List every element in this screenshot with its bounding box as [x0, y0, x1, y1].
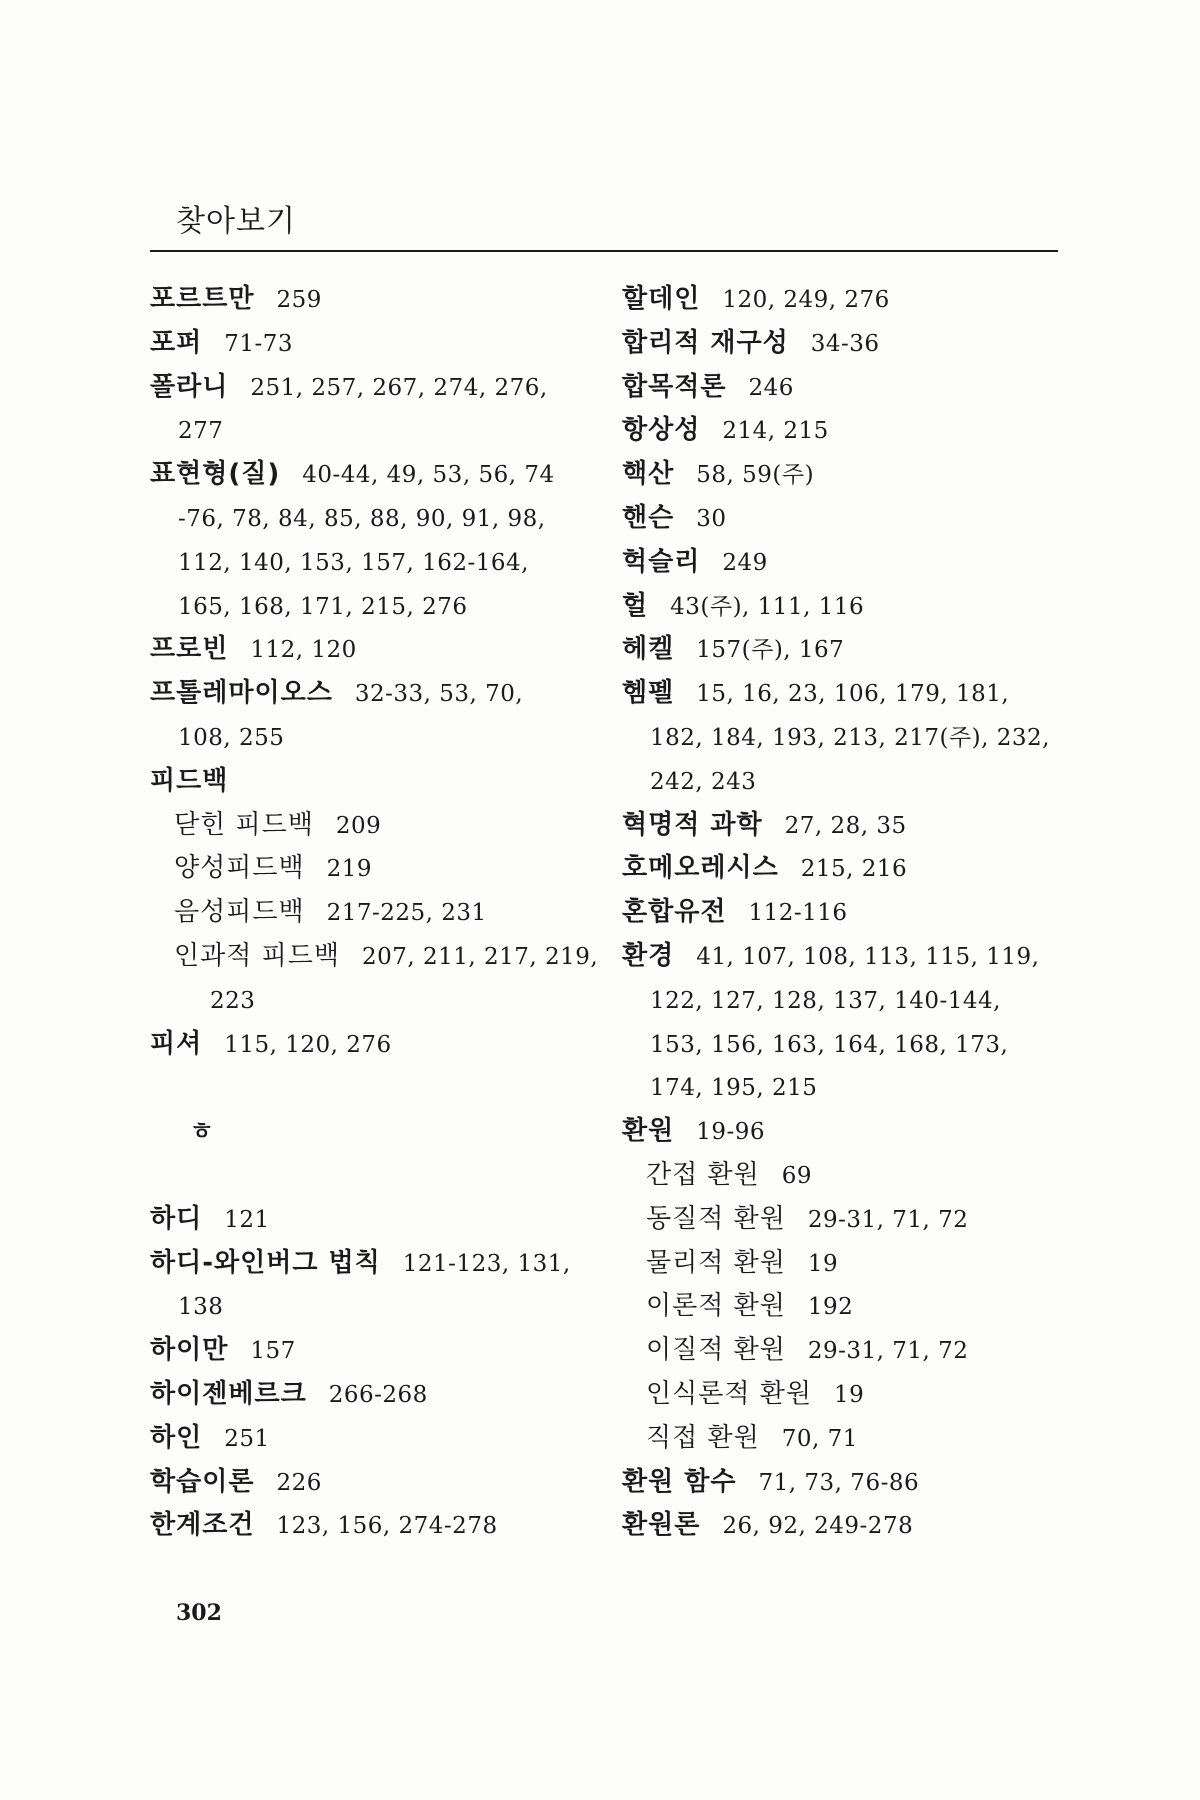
index-term: 환원론: [622, 1510, 701, 1541]
index-entry: [622, 497, 1062, 541]
index-page-refs: 138: [178, 1294, 224, 1321]
index-term: 혁명적 과학: [622, 809, 763, 840]
index-term: 프톨레마이오스: [150, 678, 333, 709]
index-subentry: [622, 1417, 1062, 1461]
index-term: 핸슨: [622, 502, 675, 533]
index-term: 피드백: [150, 765, 229, 796]
index-entry: [622, 1110, 1062, 1154]
index-entry: [150, 1242, 590, 1286]
index-term: 물리적 환원: [646, 1247, 786, 1278]
index-page-refs: 69: [781, 1162, 813, 1189]
index-term: 환원: [622, 1116, 675, 1147]
index-page-refs: 70, 71: [781, 1425, 858, 1452]
index-entry: [622, 585, 1062, 629]
index-entry: [622, 935, 1062, 979]
index-term: 학습이론: [150, 1466, 255, 1497]
index-page-refs: 215, 216: [800, 856, 908, 883]
page-number: 302: [176, 1600, 222, 1626]
index-page-refs: 217-225, 231: [326, 900, 487, 927]
index-page-refs: 192: [807, 1294, 854, 1321]
index-term: 직접 환원: [646, 1422, 760, 1453]
index-term: 한계조건: [150, 1510, 255, 1541]
running-head: 찾아보기: [176, 204, 296, 239]
index-subentry: [622, 1329, 1062, 1373]
index-term: 포르트만: [150, 284, 255, 314]
index-term: 헉슬리: [622, 546, 701, 577]
index-entry: [150, 453, 590, 497]
section-spacer: [150, 1154, 590, 1198]
index-term: 호메오레시스: [622, 853, 779, 884]
index-term: 헤켈: [622, 634, 675, 665]
index-page-refs: 242, 243: [650, 768, 757, 795]
index-continuation-line: [622, 716, 1062, 760]
index-entry: [622, 409, 1062, 453]
index-term: 폴라니: [150, 371, 229, 402]
index-page-refs: 41, 107, 108, 113, 115, 119,: [696, 943, 1040, 970]
index-entry: [622, 891, 1062, 935]
index-page-refs: 112, 140, 153, 157, 162-164,: [178, 549, 529, 576]
index-term: 양성피드백: [174, 853, 305, 884]
index-term: 표현형(질): [150, 459, 281, 490]
section-heading: ㅎ: [190, 1117, 214, 1146]
index-page-refs: 182, 184, 193, 213, 217(주), 232,: [650, 724, 1050, 751]
index-continuation-line: [150, 585, 590, 629]
index-page-refs: 27, 28, 35: [784, 812, 907, 839]
index-term: 인과적 피드백: [174, 940, 340, 971]
index-term: 음성피드백: [174, 897, 305, 928]
index-continuation-line: [150, 541, 590, 585]
index-term: 합리적 재구성: [622, 327, 789, 358]
index-page-refs: 251: [224, 1425, 270, 1452]
index-page-refs: 277: [178, 418, 224, 445]
index-entry: [150, 1329, 590, 1373]
index-subentry: [622, 1285, 1062, 1329]
index-entry: [622, 1504, 1062, 1548]
index-term: 하이젠베르크: [150, 1378, 307, 1409]
index-page-refs: 246: [748, 374, 794, 401]
index-page-refs: 123, 156, 274-278: [276, 1513, 498, 1540]
index-page-refs: 214, 215: [722, 418, 829, 445]
index-page-refs: 223: [210, 987, 256, 1014]
index-page-refs: 209: [335, 812, 382, 839]
index-page-refs: 120, 249, 276: [722, 287, 890, 313]
index-page-refs: 30: [696, 505, 727, 532]
index-page-refs: 174, 195, 215: [650, 1075, 818, 1102]
index-term: 하인: [150, 1422, 203, 1453]
index-entry: [622, 278, 1062, 322]
index-continuation-line: [150, 1285, 590, 1329]
index-page-refs: 157(주), 167: [696, 637, 845, 664]
index-subentry: [150, 847, 590, 891]
index-term: 헐: [622, 590, 649, 621]
index-entry: [150, 1461, 590, 1505]
index-continuation-line: [150, 497, 590, 541]
index-subentry: [150, 891, 590, 935]
index-page-refs: 121: [224, 1206, 270, 1233]
index-entry: [150, 366, 590, 410]
index-entry: [622, 1461, 1062, 1505]
index-subentry: [150, 935, 599, 979]
index-entry: [622, 366, 1062, 410]
index-page-refs: 43(주), 111, 116: [670, 593, 865, 620]
index-term: 합목적론: [622, 371, 727, 402]
index-page-refs: 112, 120: [250, 637, 357, 664]
index-subentry: [622, 1154, 1062, 1198]
index-page-refs: 165, 168, 171, 215, 276: [178, 593, 468, 620]
index-page-refs: 157: [250, 1338, 296, 1365]
index-entry: [150, 1023, 590, 1067]
index-term: 헴펠: [622, 678, 675, 709]
index-subentry: [622, 1198, 1062, 1242]
index-continuation-line: [622, 760, 1062, 804]
index-term: 할데인: [622, 284, 701, 314]
index-page-refs: 32-33, 53, 70,: [354, 681, 524, 708]
right-index-column: [622, 278, 1062, 1548]
index-page-refs: 153, 156, 163, 164, 168, 173,: [650, 1031, 1009, 1058]
index-term: 이질적 환원: [646, 1335, 786, 1366]
index-entry: [150, 1198, 590, 1242]
index-entry: [150, 672, 590, 716]
index-page-refs: 40-44, 49, 53, 56, 74: [302, 462, 555, 489]
index-page-refs: 108, 255: [178, 724, 285, 751]
index-entry: [150, 278, 590, 322]
index-term: 프로빈: [150, 634, 229, 665]
index-continuation-line: [150, 979, 590, 1023]
index-entry: [622, 672, 1062, 716]
index-entry: [622, 804, 1062, 848]
index-continuation-line: [150, 716, 590, 760]
header-rule: [150, 250, 1058, 252]
index-entry: [622, 453, 1062, 497]
index-subentry: [622, 1242, 1062, 1286]
index-term: 포퍼: [150, 327, 203, 358]
index-page-refs: 115, 120, 276: [224, 1031, 392, 1058]
index-term: 닫힌 피드백: [174, 809, 314, 840]
index-term: 인식론적 환원: [646, 1378, 812, 1409]
index-entry: [622, 322, 1062, 366]
index-continuation-line: [622, 979, 1062, 1023]
index-term: 환경: [622, 940, 675, 971]
index-term: 혼합유전: [622, 897, 727, 928]
index-page-refs: 15, 16, 23, 106, 179, 181,: [696, 681, 1010, 708]
index-page-refs: 226: [276, 1469, 322, 1496]
left-index-column: [150, 278, 599, 1548]
index-page-refs: 219: [326, 856, 372, 883]
index-page-refs: 29-31, 71, 72: [807, 1206, 969, 1233]
index-page-refs: 29-31, 71, 72: [807, 1338, 969, 1365]
index-entry: [150, 628, 590, 672]
index-page-refs: 19: [807, 1250, 839, 1277]
index-page-refs: 249: [722, 549, 768, 576]
index-term: 이론적 환원: [646, 1291, 786, 1322]
index-page-refs: 58, 59(주): [696, 462, 815, 489]
index-page-refs: 71-73: [224, 330, 294, 357]
index-term: 동질적 환원: [646, 1203, 786, 1234]
index-term: 환원 함수: [622, 1466, 737, 1497]
index-continuation-line: [150, 409, 590, 453]
index-entry: [622, 541, 1062, 585]
index-term: 하디: [150, 1203, 203, 1234]
index-entry: [150, 1373, 590, 1417]
index-entry: [622, 628, 1062, 672]
index-subentry: [150, 804, 590, 848]
index-term: 하디-와인버그 법칙: [150, 1247, 381, 1278]
index-page-refs: 26, 92, 249-278: [722, 1513, 914, 1540]
index-term: 핵산: [622, 459, 675, 490]
index-continuation-line: [622, 1066, 1062, 1110]
index-page-refs: 259: [276, 287, 322, 313]
index-entry: [150, 760, 590, 804]
index-term: 피셔: [150, 1028, 203, 1059]
index-page-refs: 19: [833, 1381, 865, 1408]
index-term: 간접 환원: [646, 1159, 760, 1190]
index-entry: [150, 1417, 590, 1461]
index-entry: [150, 1504, 590, 1548]
index-subentry: [622, 1373, 1062, 1417]
index-term: 하이만: [150, 1335, 229, 1366]
index-term: 항상성: [622, 415, 701, 446]
index-entry: [622, 847, 1062, 891]
index-page-refs: 34-36: [810, 330, 880, 357]
index-page-refs: 207, 211, 217, 219,: [361, 943, 599, 970]
index-page-refs: 251, 257, 267, 274, 276,: [250, 374, 548, 401]
index-entry: [150, 322, 590, 366]
index-page-refs: 122, 127, 128, 137, 140-144,: [650, 987, 1001, 1014]
index-page-refs: 112-116: [748, 900, 848, 927]
index-page-refs: 266-268: [328, 1381, 428, 1408]
index-page-refs: 71, 73, 76-86: [758, 1469, 920, 1496]
index-page-refs: 121-123, 131,: [402, 1250, 571, 1277]
section-spacer: [150, 1066, 590, 1110]
index-continuation-line: [622, 1023, 1062, 1067]
index-page-refs: 19-96: [696, 1119, 766, 1146]
index-page-refs: -76, 78, 84, 85, 88, 90, 91, 98,: [178, 505, 546, 532]
